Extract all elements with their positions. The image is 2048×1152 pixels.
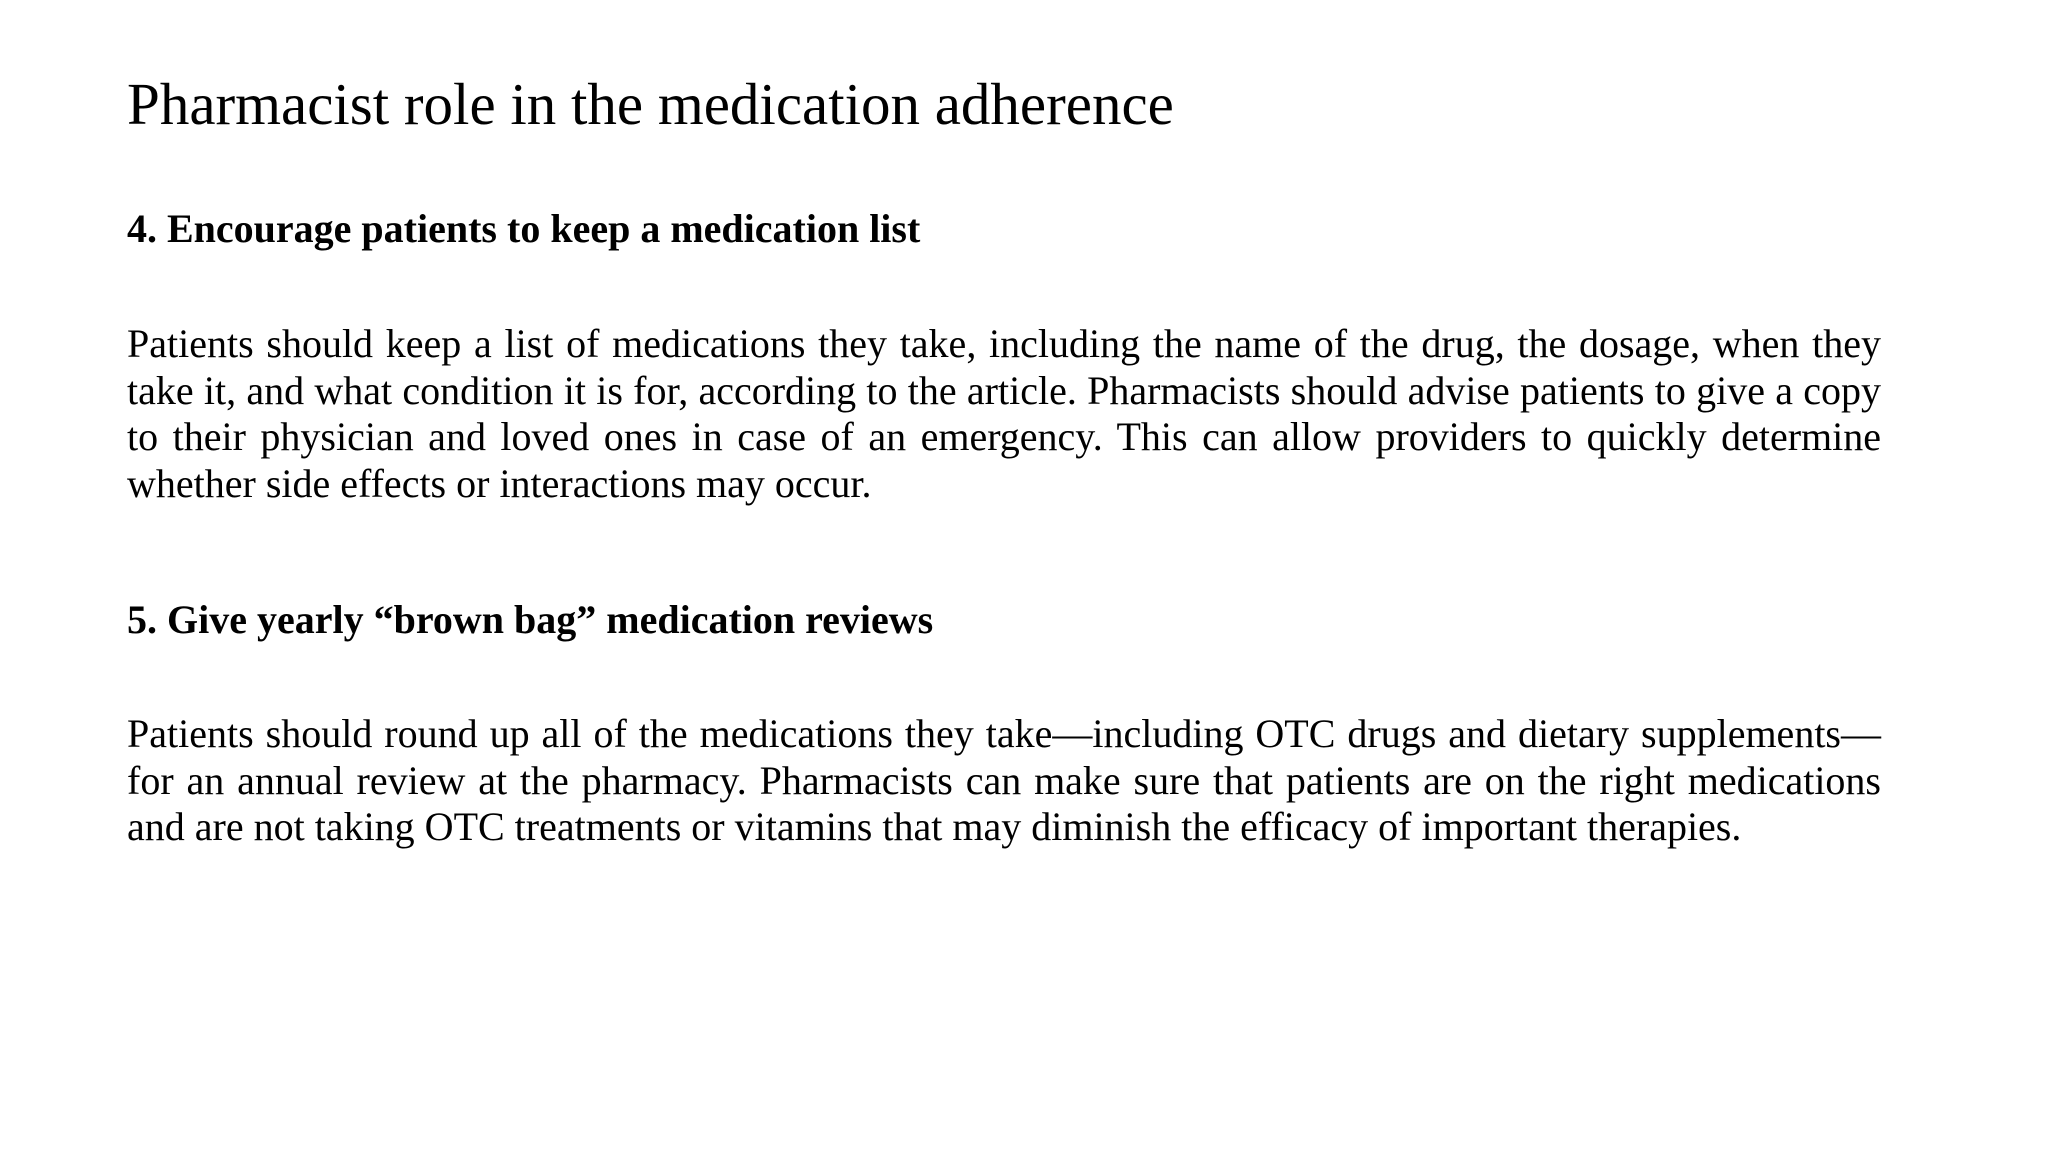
section-body-medication-list: Patients should keep a list of medications they take, including the name of the drug, the dosage, when they take it, and what condition it is for, according to the article. Pharmacists should advise patients to give a copy to their physician and loved ones in case of an emergency. This can allow providers to quickly determine whether side effects or interactions may occur. bbox=[127, 321, 1881, 506]
slide-title: Pharmacist role in the medication adherence bbox=[127, 71, 1174, 137]
section-body-brown-bag-review: Patients should round up all of the medications they take—including OTC drugs and dietary supplements—for an annual review at the pharmacy. Pharmacists can make sure that patients are on the right medications and are not taking OTC treatments or vitamins that may diminish the efficacy of important therapies. bbox=[127, 711, 1881, 849]
section-heading-medication-list: 4. Encourage patients to keep a medication list bbox=[127, 206, 921, 251]
section-heading-brown-bag-review: 5. Give yearly “brown bag” medication reviews bbox=[127, 597, 934, 642]
